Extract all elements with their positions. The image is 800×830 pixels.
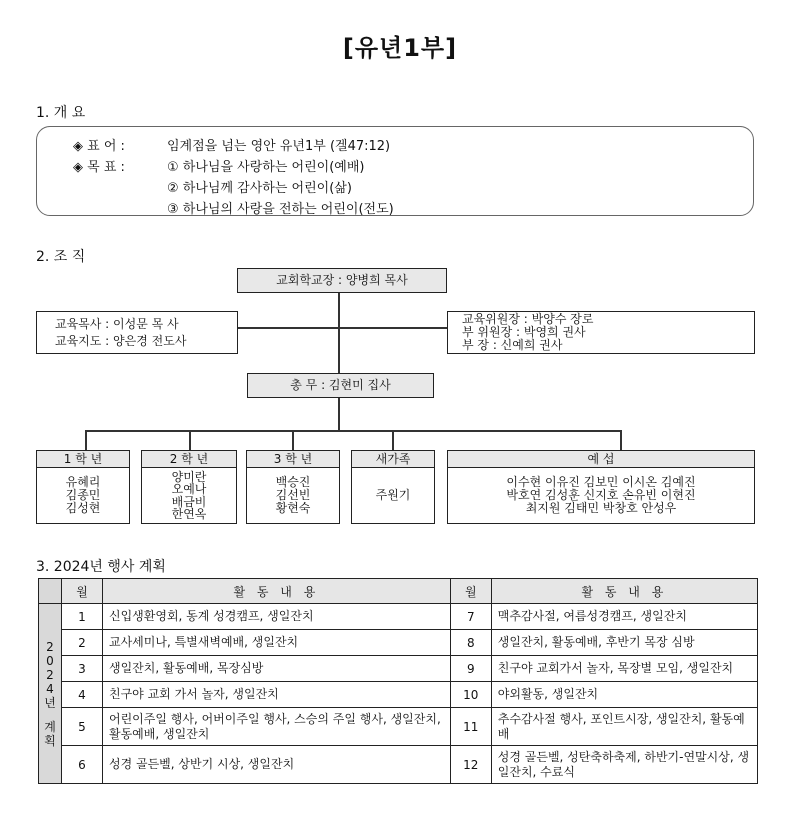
header-month-1: 월 — [62, 579, 103, 604]
month-cell: 5 — [62, 708, 103, 746]
month-cell: 10 — [450, 682, 491, 708]
preschool-members — [447, 467, 755, 524]
org-drop-2 — [189, 430, 191, 450]
header-activity-1: 활 동 내 용 — [103, 579, 451, 604]
month-cell: 6 — [62, 746, 103, 784]
month-cell: 4 — [62, 682, 103, 708]
member: 배금비 — [171, 494, 207, 509]
org-cross-line — [238, 327, 448, 329]
member: 김선빈 — [275, 488, 311, 502]
member: 김종민 — [65, 488, 101, 502]
grade-2-head: 2 학 년 — [141, 450, 237, 467]
table-row — [39, 682, 758, 708]
member: 양미란 — [171, 469, 207, 484]
grade-1-head: 1 학 년 — [36, 450, 130, 467]
header-month-2: 월 — [450, 579, 491, 604]
activity-cell: 성경 골든벨, 성탄축하축제, 하반기-연말시상, 생일잔치, 수료식 — [491, 746, 757, 784]
grade-3-members — [246, 467, 340, 524]
table-header-row — [39, 579, 758, 604]
department-head: 부 장 : 신예희 권사 — [462, 338, 563, 352]
goal-1: ① 하나님을 사랑하는 어린이(예배) — [167, 160, 365, 175]
principal-box: 교회학교장 : 양병희 목사 — [237, 268, 447, 293]
member: 오예나 — [171, 482, 207, 496]
education-pastor-box — [36, 311, 238, 354]
activity-cell: 성경 골든벨, 상반기 시상, 생일잔치 — [103, 746, 451, 784]
member-row: 박호연 김성훈 신지호 손유빈 이현진 — [506, 488, 696, 502]
activity-cell: 생일잔치, 활동예배, 목장심방 — [103, 656, 451, 682]
month-cell: 3 — [62, 656, 103, 682]
org-drop-1 — [85, 430, 87, 450]
overview-box — [36, 126, 754, 216]
motto-text: 임계점을 넘는 영안 유년1부 (겔47:12) — [167, 139, 391, 154]
table-row — [39, 656, 758, 682]
activity-cell: 신입생환영회, 동계 성경캠프, 생일잔치 — [103, 604, 451, 630]
month-cell: 11 — [450, 708, 491, 746]
header-blank — [39, 579, 62, 604]
table-row — [39, 746, 758, 784]
month-cell: 7 — [450, 604, 491, 630]
activity-cell: 어린이주일 행사, 어버이주일 행사, 스승의 주일 행사, 생일잔치, 활동예배, 생일잔치 — [103, 708, 451, 746]
event-plan-table — [38, 578, 758, 784]
section-plan-heading: 3. 2024년 행사 계획 — [36, 559, 166, 575]
member: 한연옥 — [171, 507, 207, 521]
grade-3-head: 3 학 년 — [246, 450, 340, 467]
committee-chair: 교육위원장 : 박양수 장로 — [462, 312, 594, 326]
table-row — [39, 630, 758, 656]
month-cell: 9 — [450, 656, 491, 682]
member: 백승진 — [275, 475, 311, 489]
member: 황현숙 — [275, 501, 311, 515]
grade-2-members — [141, 467, 237, 524]
education-pastor: 교육목사 : 이성문 목 사 — [55, 317, 179, 331]
goal-2: ② 하나님께 감사하는 어린이(삶) — [167, 181, 352, 196]
section-overview-heading: 1. 개 요 — [36, 105, 86, 121]
goal-3: ③ 하나님의 사랑을 전하는 어린이(전도) — [167, 202, 394, 217]
grade-1-members — [36, 467, 130, 524]
section-org-heading: 2. 조 직 — [36, 249, 86, 265]
table-row — [39, 604, 758, 630]
page-title: [유년1부] — [342, 34, 458, 62]
activity-cell: 친구야 교회가서 놀자, 목장별 모임, 생일잔치 — [491, 656, 757, 682]
general-affairs-box: 총 무 : 김현미 집사 — [247, 373, 434, 398]
new-family-head: 새가족 — [351, 450, 435, 467]
activity-cell: 생일잔치, 활동예배, 후반기 목장 심방 — [491, 630, 757, 656]
member: 김성현 — [65, 501, 101, 515]
org-drop-5 — [620, 430, 622, 450]
preschool-head: 예 섭 — [447, 450, 755, 467]
member: 유혜리 — [65, 475, 101, 489]
activity-cell: 교사세미나, 특별새벽예배, 생일잔치 — [103, 630, 451, 656]
org-branch-line — [85, 430, 620, 432]
member-row: 이수현 이유진 김보민 이시온 김예진 — [506, 475, 696, 489]
member: 주원기 — [375, 488, 411, 502]
year-plan-label: 2 0 2 4 년 계 획 — [39, 604, 62, 784]
org-drop-3 — [292, 430, 294, 450]
month-cell: 8 — [450, 630, 491, 656]
new-family-members — [351, 467, 435, 524]
committee-vice-chair: 부 위원장 : 박영희 권사 — [462, 325, 586, 339]
header-activity-2: 활 동 내 용 — [491, 579, 757, 604]
org-trunk-line — [338, 292, 340, 430]
activity-cell: 야외활동, 생일잔치 — [491, 682, 757, 708]
table-row — [39, 708, 758, 746]
month-cell: 2 — [62, 630, 103, 656]
activity-cell: 맥추감사절, 여름성경캠프, 생일잔치 — [491, 604, 757, 630]
activity-cell: 추수감사절 행사, 포인트시장, 생일잔치, 활동예배 — [491, 708, 757, 746]
committee-box — [447, 311, 755, 354]
goal-label: ◈ 목 표 : — [73, 160, 125, 175]
activity-cell: 친구야 교회 가서 놀자, 생일잔치 — [103, 682, 451, 708]
education-director: 교육지도 : 양은경 전도사 — [55, 334, 187, 348]
motto-label: ◈ 표 어 : — [73, 139, 125, 154]
org-drop-4 — [392, 430, 394, 450]
month-cell: 12 — [450, 746, 491, 784]
month-cell: 1 — [62, 604, 103, 630]
member-row: 최지원 김태민 박창호 안성우 — [525, 501, 677, 515]
